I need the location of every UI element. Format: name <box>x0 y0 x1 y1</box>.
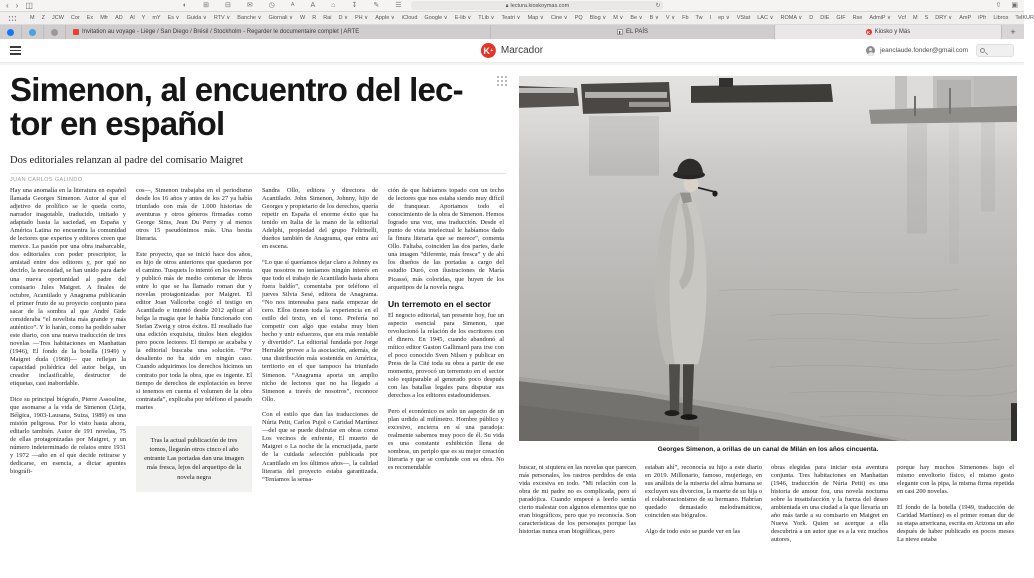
bookmark-item[interactable]: JCW <box>51 15 64 21</box>
bookmark-item[interactable]: AdmiP ∨ <box>869 15 892 21</box>
pinned-tab-2[interactable] <box>22 25 44 39</box>
url-text: lectura.kioskoymas.com <box>510 2 570 9</box>
bookmark-item[interactable]: R <box>312 15 317 21</box>
bookmark-item[interactable]: D <box>809 15 814 21</box>
body-paragraph: obras elegidas para iniciar esta aventura conjunta. Tres habitaciones en Manhattan (1946, traducción de Núria Petit) es una historia de amour fou, una novela nocturna sobre la insatisfacción y la fuerza del deseo ambientada en una ciudad a la que llevaría un año más tarde a su comisario en Maigret en Nueva York. Quien se acerque a ella descubrirá a un autor que es a la vez muchos autores, <box>771 464 888 544</box>
bookmark-item[interactable]: Y <box>141 15 146 21</box>
grid-icon[interactable]: ⊞ <box>203 2 210 9</box>
bookmark-item[interactable]: TelKUR <box>1015 15 1034 21</box>
body-paragraph: buscar, ni siquiera en las novelas que parecen más personales, los rastros perdidos de esta vida excesiva en todo. “Mi relación con la obra de mi padre no es complicada, pero sí paradójica. Cuando empecé a leerlo sentía cierto malestar con algunos elementos que no eran biográficos, pero que yo reconocía. Son características de los personajes porque las historias nunca eran biográficas, pero <box>519 464 636 536</box>
bookmark-item[interactable]: Es ∨ <box>167 15 180 21</box>
downloads-icon[interactable]: ↧ <box>351 2 358 9</box>
bookmark-item[interactable]: Blog ∨ <box>589 15 607 21</box>
bookmark-item[interactable]: DRY ∨ <box>935 15 953 21</box>
tab-elpais[interactable]: E EL PAÍS <box>491 25 775 39</box>
bookmark-item[interactable]: DIE <box>820 15 830 21</box>
article-photo <box>519 76 1017 441</box>
share-icon[interactable]: ⇧ <box>995 2 1002 9</box>
mail-icon[interactable]: ✉ <box>246 2 253 9</box>
body-paragraph: Algo de todo esto se puede ver en las <box>645 527 741 535</box>
sidebar-icon[interactable]: ◫ <box>25 0 33 10</box>
article-byline: JUAN CARLOS GALINDO <box>10 177 83 183</box>
body-paragraph: cos—, Simenon trabajaba en el periodismo desde los 16 años y antes de los 27 ya había triunfado con más de 1.000 historias de aventuras y otros géneros firmadas como George Sims, Jean Du Perry y al menos otros 15 pseudónimos más. Una bestia literaria. <box>136 187 252 243</box>
avatar <box>866 46 875 55</box>
bookmark-item[interactable]: S <box>924 15 929 21</box>
pinned-favicon <box>7 29 14 36</box>
tab-strip <box>0 25 1024 39</box>
bookmark-item[interactable]: mY <box>152 15 161 21</box>
article-subtitle: Dos editoriales relanzan al padre del comisario Maigret <box>10 155 243 166</box>
bookmark-item[interactable]: Cor <box>70 15 80 21</box>
pinned-favicon <box>29 29 36 36</box>
article-column <box>10 187 126 578</box>
bookmark-item[interactable]: Z <box>41 15 45 21</box>
search-icon <box>980 48 985 53</box>
back-icon[interactable]: ‹ <box>6 0 9 10</box>
article-column <box>519 464 636 578</box>
menu-icon[interactable] <box>10 46 21 55</box>
bookmark-item[interactable]: PH ∨ <box>355 15 369 21</box>
history-icon[interactable]: ◷ <box>268 2 275 9</box>
bookmark-item[interactable]: LAC ∨ <box>757 15 774 21</box>
search-input[interactable] <box>976 44 1014 57</box>
bookmarks-bar <box>0 12 1034 25</box>
bookmark-item[interactable]: M <box>30 15 35 21</box>
body-paragraph: El fondo de la botella (1949, traducción de Caridad Martínez) es el primer roman dur de su etapa americana, escrita en Arizona un año después de haber publicado en pocos meses La nieve estaba <box>897 503 1014 543</box>
bookmark-item[interactable]: RTV ∨ <box>213 15 231 21</box>
body-paragraph: El negocio editorial, tan presente hoy, fue un aspecto esencial para Simenon, que revolucionó la relación de los escritores con el dinero. En 1945, cuando abandonó al mítico editor Gaston Gallimard para irse con el poco conocido Sven Nilsen y publicar en Press de la Cité toda su obra a partir de ese momento, provocó un terremoto en el sector solo equiparable al generado poco después con las batallas legales para disputar sus derechos a los editores estadounidenses. <box>388 311 504 400</box>
bookmark-item[interactable]: VStat <box>736 15 751 21</box>
article-page <box>0 63 1024 576</box>
bookmark-item[interactable]: M <box>912 15 918 21</box>
article-column <box>136 187 252 578</box>
reader-icon[interactable]: ◐ <box>182 2 188 9</box>
favorites-grid-icon[interactable] <box>8 15 16 22</box>
bookmark-item[interactable]: Libros <box>993 15 1009 21</box>
pinned-tab-1[interactable] <box>0 25 22 39</box>
article-column <box>771 464 888 578</box>
account-menu[interactable] <box>866 46 968 55</box>
article-headline: Simenon, al encuentro del lec- tor en español <box>10 71 463 142</box>
bookmark-item[interactable]: AmP <box>959 15 972 21</box>
bookmark-item[interactable]: Apple ∨ <box>375 15 395 21</box>
bookmark-item[interactable]: M ∨ <box>613 15 624 21</box>
bookmark-item[interactable]: W <box>300 15 306 21</box>
bookmark-item[interactable]: Al <box>129 15 135 21</box>
body-paragraph: Hay una anomalía en la literatura en español llamada Georges Simenon. Autor al que el adjetivo de prolífico se le queda corto, narrador inagotable, traducido, imitado y adaptado hasta la saciedad, en España y América Latina no encuentra la comunidad de lectores que expertos y editores creen que merece. La pasión por una obra inabarcable, dos editoriales con poder prescriptor, la amistad entre dos editores y, por qué no decirlo, la necesidad, se han unido para darle una nueva oportunidad al padre del comisario Jules Maigret. A finales de octubre, Acantilado y Anagrama publicarán el primer fruto de su proyecto conjunto para sacar de la sombra al que André Gide consideraba “el novelista más grande y más auténtico”. Y lo harán, como ha podido saber este diario, con una nueva traducción de tres novelas —Tres habitaciones en Manhattan (1946), El fondo de la botella (1949) y Maigret duda (1968)— que reflejan la capacidad poliédrica del autor belga, un creador inclasificable, destructor de etiquetas, casi inabordable. <box>10 187 126 388</box>
bookmark-item[interactable]: iCloud <box>401 15 418 21</box>
body-paragraph: Pero el económico es solo un aspecto de un plan urdido al milímetro. Hombre público y excesivo, encierra en sí una paradoja: realmente sabemos muy poco de él. Su vida es una constante exhibición llena de sombras, un periplo que es su mejor creación literaria y que se confunde con su obra. No es recomendable <box>388 407 504 471</box>
bookmark-item[interactable]: Rse <box>852 15 863 21</box>
app-brand[interactable] <box>481 43 543 58</box>
section-heading: Un terremoto en el sector <box>388 299 491 310</box>
app-title: Marcador <box>500 45 544 56</box>
bookmark-item[interactable]: PQ <box>574 15 583 21</box>
pinned-tab-3[interactable] <box>44 25 66 39</box>
bookmark-item[interactable]: V ∨ <box>665 15 676 21</box>
photo-caption: Georges Simenon, a orillas de un canal de Milán en los años cincuenta. <box>657 446 879 453</box>
kiosko-favicon: K <box>866 29 871 35</box>
drag-handle-icon[interactable] <box>496 75 507 86</box>
tab-kiosko-active[interactable]: K Kiosko y Más <box>775 25 1002 39</box>
body-paragraph: ción de que habíamos topado con un techo de lectores que nos estaba siendo muy difícil de franquear. Aportamos todo el conocimiento de la obra de Simenon. Hemos logrado una voz, una traducción. Desde el punto de vista intelectual le habíamos dado la finura literaria que se merece”, comenta Ollo. Faltaba, coinciden las dos partes, darle una imagen “diferente, más fresca” y de ahí los diseños de las portadas a cargo del estudio Duró, con ilustraciones de María Picassó, más coloridas, que huyen de los arquetipos de la novela negra. <box>388 187 504 291</box>
print-icon[interactable]: ⊟ <box>225 2 231 9</box>
bookmark-item[interactable]: Guida ∨ <box>186 15 207 21</box>
bookmark-item[interactable]: Banche ∨ <box>237 15 262 21</box>
bookmark-item[interactable]: Map ∨ <box>527 15 544 21</box>
pull-quote: Tras la actual publicación de tres tomos, llegarán otros cinco el año entrante Las portadas dan una imagen más fresca, lejos del arquetipo de la novela negra <box>136 426 252 492</box>
bookmark-item[interactable]: ep ∨ <box>718 15 730 21</box>
bookmark-item[interactable]: Teatri ∨ <box>501 15 521 21</box>
browser-toolbar <box>0 0 1024 12</box>
app-header <box>0 39 1024 63</box>
elpais-favicon: E <box>618 29 622 35</box>
text-smaller-icon[interactable]: A <box>290 1 295 8</box>
bookmark-item[interactable]: Google ∨ <box>424 15 448 21</box>
article-columns-left <box>10 187 507 578</box>
bookmark-item[interactable]: Fb <box>682 15 689 21</box>
kiosko-logo: K + <box>481 43 496 58</box>
article-column <box>388 187 504 578</box>
bookmark-item[interactable]: TLib ∨ <box>478 15 495 21</box>
article-columns-bottom <box>519 464 1017 578</box>
tab-overview-icon[interactable]: ▣ <box>1011 2 1018 9</box>
divider <box>10 173 506 174</box>
markup-icon[interactable]: ✎ <box>373 2 380 9</box>
bookmark-item[interactable]: I <box>709 15 712 21</box>
article-column <box>645 464 762 578</box>
photo-credit-strip <box>1011 403 1017 441</box>
tab-arte[interactable]: Invitation au voyage - Liège / San Diego / Brésil / Stockholm - Regarder le documentaire complet | ARTE <box>66 25 491 39</box>
bookmark-item[interactable]: Ex <box>86 15 94 21</box>
body-paragraph: Con el estilo que dan las traducciones de Núria Petit, Carlos Pujol o Caridad Martínez —del que se puede disfrutar en obras como Los vecinos de enfrente, El muerto de Maigret o La noche de la encrucijada, parte de la cuidada selección publicada por Acantilado en los últimos años—, la calidad literaria del proyecto estaba garantizada. “Teníamos la sensa- <box>262 411 378 483</box>
bookmark-item[interactable]: GIF <box>836 15 846 21</box>
article-column <box>897 464 1014 578</box>
refresh-icon[interactable]: ↻ <box>655 3 661 9</box>
bookmark-item[interactable]: Rai <box>323 15 332 21</box>
body-paragraph: Sandra Ollo, editora y directora de Acantilado. John Simenon, Johnny, hijo de Georges y propietario de los derechos, quería repetir en España el enorme éxito que ha tenido en Italia de la mano de la editorial Adelphi, propiedad del grupo Feltrinelli, dueños también de Anagrama, que entra así en escena. <box>262 187 378 251</box>
bookmark-item[interactable]: ROMA ∨ <box>780 15 803 21</box>
forward-icon[interactable]: › <box>15 0 19 10</box>
bookmark-item[interactable]: Giornali ∨ <box>268 15 294 21</box>
account-email: jeanclaude.fonder@gmail.com <box>880 47 968 54</box>
bookmark-item[interactable]: Tw <box>695 15 703 21</box>
body-paragraph: Dice su principal biógrafo, Pierre Assouline, que asomarse a la vida de Simenon (Lieja, Bélgica, 1903-Lausana, Suiza, 1989) es una misión peligrosa. Por lo visto hasta ahora, editarlo también. Autor de 191 novelas, 75 de ellas protagonizadas por Maigret, y un número indeterminado de relatos entre 1931 y 1972 —año en el que decide retirarse y dedicarse, en esencia, a dictar apuntes biográfi- <box>10 395 126 476</box>
bookmark-item[interactable]: Vcf <box>898 15 906 21</box>
bookmark-item[interactable]: AD <box>115 15 123 21</box>
body-paragraph: estaban ahí”, reconocía su hijo a este diario en 2019. Millonario, famoso, mujeriego, en sus análisis de la miseria del alma humana se excluyen sus divorcios, la muerte de su hija o el colaboracionismo de su hermano. Habrían quedado demasiado melodramáticos, coinciden sus biógrafos. <box>645 464 762 520</box>
bookmark-item[interactable]: B ∨ <box>649 15 659 21</box>
bookmark-item[interactable]: Mfr <box>100 15 109 21</box>
bookmark-item[interactable]: E-lib ∨ <box>454 15 472 21</box>
body-paragraph: “Lo que sí queríamos dejar claro a Johnny es que nosotros no teníamos ningún interés en que todo el trabajo de Acantilado hasta ahora fuera baldío”, comentaba por teléfono el jueves Silvia Sesé, editora de Anagrama. “No nos interesaba para nada empezar de cero. Ellos tienen toda la experiencia en el estilo del texto, en el tono. Prefería no competir con algo que estaba muy bien hecho y unir esfuerzos, que era más rentable y divertido”. La editorial fundada por Jorge Herralde provee a la asociación, además, de una distribución más sostenida en América, territorio en el que tampoco ha triunfado Simenon. “Anagrama aporta un amplio nicho de lectores que no ha llegado a Simenon a través de nosotros”, reconoce Ollo. <box>262 258 378 403</box>
bookmark-item[interactable]: iPfr <box>978 15 987 21</box>
text-larger-icon[interactable]: A <box>310 2 316 9</box>
reading-list-icon[interactable]: ☰ <box>395 2 402 9</box>
body-paragraph: Este proyecto, que se inició hace dos años, es hijo de otros anteriores que quedaron por el camino. Tusquets lo intentó en los noventa y publicó más de medio centenar de libros entre lo que se ha llamado roman dur y novelas protagonizadas por Maigret. El editor Joan Vallcorba cogió el testigo en Acantilado e intentó desde 2012 aplicar al belga la magia que le había funcionado con Stefan Zweig y otros éxitos. El resultado fue una edición exquisita, títulos bien elegidos pero pocos lectores. El tiempo se acababa y la editorial buscaba una solución. “Por desaliento no ha sido en ningún caso. Cuando adquirimos los derechos hicimos un contrato por toda la obra, que es ingente. El tiempo de derechos de explotación es breve si tenemos en cuenta el volumen de la obra contratada”, explicaba por teléfono el pasado martes <box>136 250 252 411</box>
bookmark-item[interactable]: Cine ∨ <box>550 15 568 21</box>
bookmark-item[interactable]: D ∨ <box>338 15 348 21</box>
new-tab-button[interactable]: + <box>1010 27 1016 37</box>
address-bar[interactable] <box>411 1 663 10</box>
arte-favicon <box>73 29 79 35</box>
home-icon[interactable]: ⌂ <box>331 2 336 9</box>
bookmark-item[interactable]: Be ∨ <box>630 15 643 21</box>
pinned-favicon <box>51 29 58 36</box>
body-paragraph: porque hay muchos Simenones bajo el mismo envoltorio físico, el mismo gesto elegante con la pipa, la misma firma repetida en casi 200 novelas. <box>897 464 1014 496</box>
article-column <box>262 187 378 578</box>
lock-icon: 🔒︎ <box>505 2 509 9</box>
